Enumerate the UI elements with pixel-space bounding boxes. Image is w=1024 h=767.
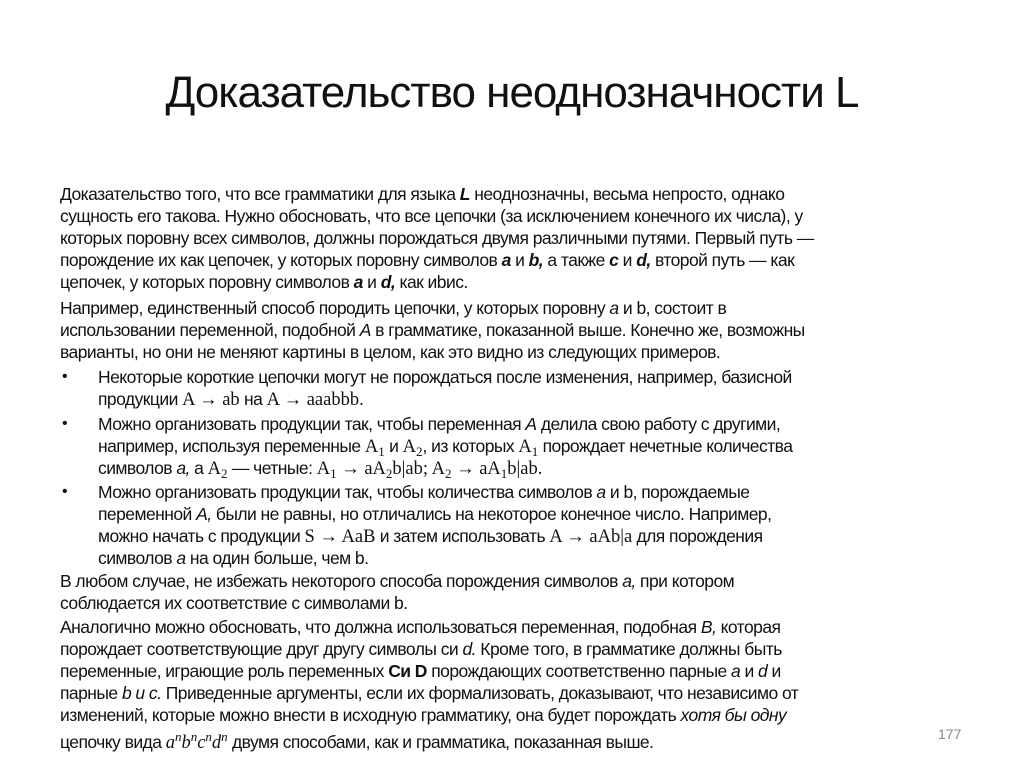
bullet-icon: • xyxy=(62,415,68,432)
text-segment: парные xyxy=(60,683,122,703)
text-segment: символов xyxy=(98,458,177,478)
text-segment: A xyxy=(525,414,537,434)
text-segment: при котором xyxy=(635,571,735,591)
text-line xyxy=(60,592,408,614)
text-line xyxy=(60,682,798,704)
text-segment: и xyxy=(740,661,759,681)
text-segment: A xyxy=(364,437,379,457)
text-segment: b|ab; A xyxy=(392,459,445,479)
text-segment: B, xyxy=(700,617,717,637)
text-segment: 2 xyxy=(385,466,393,481)
text-segment: хотя бы одну xyxy=(680,705,787,725)
text-line xyxy=(60,704,786,726)
text-line xyxy=(98,503,771,525)
text-segment: 1 xyxy=(330,466,337,481)
text-segment: и xyxy=(510,250,529,270)
text-segment: L xyxy=(459,184,470,204)
text-segment: d, xyxy=(636,250,651,270)
text-segment: сущность его такова. Нужно обосновать, что все цепочки (за исключением конечного их числа), у xyxy=(60,206,803,226)
text-line xyxy=(60,616,780,638)
text-segment: A xyxy=(316,459,331,479)
text-line xyxy=(60,660,781,682)
text-segment: и xyxy=(362,272,381,292)
text-segment: 2 xyxy=(444,466,452,481)
text-line xyxy=(60,227,814,249)
text-segment: переменные, играющие роль переменных xyxy=(60,661,389,681)
text-segment: порождение их как цепочек, у которых поровну символов xyxy=(60,250,502,270)
text-segment: , из которых xyxy=(422,436,519,456)
text-segment: 2 xyxy=(221,466,228,481)
text-line xyxy=(60,271,468,293)
text-segment: A → ab xyxy=(182,390,240,410)
text-segment: b|ab. xyxy=(507,459,543,479)
text-segment: порождающих соответственно парные xyxy=(426,661,731,681)
text-line xyxy=(60,183,784,205)
text-segment: и b, порождаемые xyxy=(605,482,750,502)
text-line xyxy=(60,297,726,319)
text-segment: 1 xyxy=(378,444,385,459)
text-segment: 1 xyxy=(500,466,508,481)
text-segment: как иbис. xyxy=(395,272,468,292)
text-line xyxy=(98,525,763,548)
text-segment: n xyxy=(174,729,182,744)
text-segment: Аналогично можно обосновать, что должна использоваться переменная, подобная xyxy=(60,617,701,637)
text-segment: например, используя переменные xyxy=(98,436,365,456)
text-segment: A → aAb|a xyxy=(549,527,633,547)
text-line xyxy=(60,205,803,227)
text-segment: и xyxy=(767,661,781,681)
text-segment: Доказательство того, что все грамматики для языка xyxy=(60,184,460,204)
text-segment: a xyxy=(353,272,363,292)
text-line xyxy=(98,547,368,569)
text-segment: для порождения xyxy=(632,526,763,546)
text-segment: a, xyxy=(622,571,636,591)
text-segment: Кроме того, в грамматике должны быть xyxy=(475,639,782,659)
text-segment: 2 xyxy=(416,444,423,459)
text-segment: которых поровну всех символов, должны порождаться двумя различными путями. Первый путь — xyxy=(60,228,814,248)
text-segment: A xyxy=(207,459,222,479)
text-segment: a xyxy=(501,250,511,270)
text-line xyxy=(98,481,749,503)
text-segment: b, xyxy=(528,250,544,270)
text-segment: 1 xyxy=(531,444,539,459)
text-segment: порождает нечетные количества xyxy=(538,436,793,456)
text-segment: a xyxy=(165,733,175,753)
text-segment: порождает соответствующие друг другу символы си xyxy=(60,639,463,659)
text-segment: b xyxy=(181,733,191,753)
text-segment: были не равны, но отличались на некоторое конечное число. Например, xyxy=(211,504,772,524)
text-line xyxy=(60,249,794,271)
text-segment: c xyxy=(609,250,619,270)
bullet-icon: • xyxy=(62,483,68,500)
text-segment: n xyxy=(205,729,212,744)
text-segment: Можно организовать продукции так, чтобы количества символов xyxy=(98,482,597,502)
text-segment: a xyxy=(176,548,186,568)
text-segment: неоднозначны, весьма непросто, однако xyxy=(469,184,785,204)
text-segment: A xyxy=(518,437,532,457)
text-segment: в грамматике, показанной выше. Конечно же, возможны xyxy=(370,320,805,340)
text-segment: d, xyxy=(380,272,396,292)
text-segment: которая xyxy=(716,617,781,637)
text-line xyxy=(60,726,653,754)
text-segment: В любом случае, не избежать некоторого способа порождения символов xyxy=(60,571,623,591)
text-segment: A xyxy=(402,437,416,457)
text-segment: символов xyxy=(98,548,177,568)
text-segment: n xyxy=(190,729,198,744)
text-line xyxy=(60,570,734,592)
text-segment: Некоторые короткие цепочки могут не порождаться после изменения, например, базисной xyxy=(98,367,792,387)
text-segment: a xyxy=(596,482,606,502)
text-segment: двумя способами, как и грамматика, показанная выше. xyxy=(227,732,654,752)
text-segment: цепочку вида xyxy=(60,732,166,752)
text-segment: d. xyxy=(462,639,476,659)
text-segment: Можно организовать продукции так, чтобы переменная xyxy=(98,414,526,434)
text-segment: и xyxy=(618,250,637,270)
text-segment: n xyxy=(221,729,228,744)
text-segment: продукции xyxy=(98,389,183,409)
text-segment: c xyxy=(197,733,206,753)
text-segment: и b, состоит в xyxy=(618,298,727,318)
text-segment: Приведенные аргументы, если их формализовать, доказывают, что независимо от xyxy=(161,683,799,703)
text-segment: a xyxy=(609,298,619,318)
text-segment: a, xyxy=(176,458,190,478)
text-segment: переменной xyxy=(98,504,197,524)
text-line xyxy=(60,319,805,341)
page-number: 177 xyxy=(938,726,962,742)
text-segment: d xyxy=(211,733,222,753)
text-segment: A, xyxy=(196,504,212,524)
text-segment: → aA xyxy=(336,459,386,479)
text-segment: второй путь — как xyxy=(650,250,795,270)
text-segment: S → AaB xyxy=(304,527,376,547)
text-segment: b и c. xyxy=(121,683,162,703)
text-segment: на xyxy=(239,389,267,409)
text-segment: d xyxy=(758,661,768,681)
text-segment: варианты, но они не меняют картины в целом, как это видно из следующих примеров. xyxy=(60,342,721,362)
text-segment: можно начать с продукции xyxy=(98,526,305,546)
text-line xyxy=(98,366,792,388)
text-segment: а также xyxy=(543,250,610,270)
text-segment: a xyxy=(730,661,741,681)
text-segment: → aA xyxy=(451,459,501,479)
text-segment: — четные: xyxy=(227,458,317,478)
text-segment: а xyxy=(189,458,208,478)
text-segment: использовании переменной, подобной xyxy=(60,320,360,340)
text-segment: Си D xyxy=(388,661,427,681)
text-line xyxy=(98,388,364,411)
text-segment: изменений, которые можно внести в исходную грамматику, она будет порождать xyxy=(60,705,681,725)
text-segment: A → aaabbb. xyxy=(266,390,364,410)
slide-title: Доказательство неоднозначности L xyxy=(165,68,859,117)
text-segment: и затем использовать xyxy=(375,526,550,546)
text-line xyxy=(60,638,782,660)
text-line xyxy=(60,341,720,363)
bullet-icon: • xyxy=(62,368,68,385)
text-segment: делила свою работу с другими, xyxy=(536,414,781,434)
text-segment: и xyxy=(384,436,403,456)
text-segment: цепочек, у которых поровну символов xyxy=(60,272,354,292)
text-segment: A xyxy=(359,320,371,340)
text-segment: Например, единственный способ породить цепочки, у которых поровну xyxy=(60,298,610,318)
text-segment: на один больше, чем b. xyxy=(185,548,369,568)
text-segment: соблюдается их соответствие с символами b. xyxy=(60,593,408,613)
text-line xyxy=(98,413,780,435)
